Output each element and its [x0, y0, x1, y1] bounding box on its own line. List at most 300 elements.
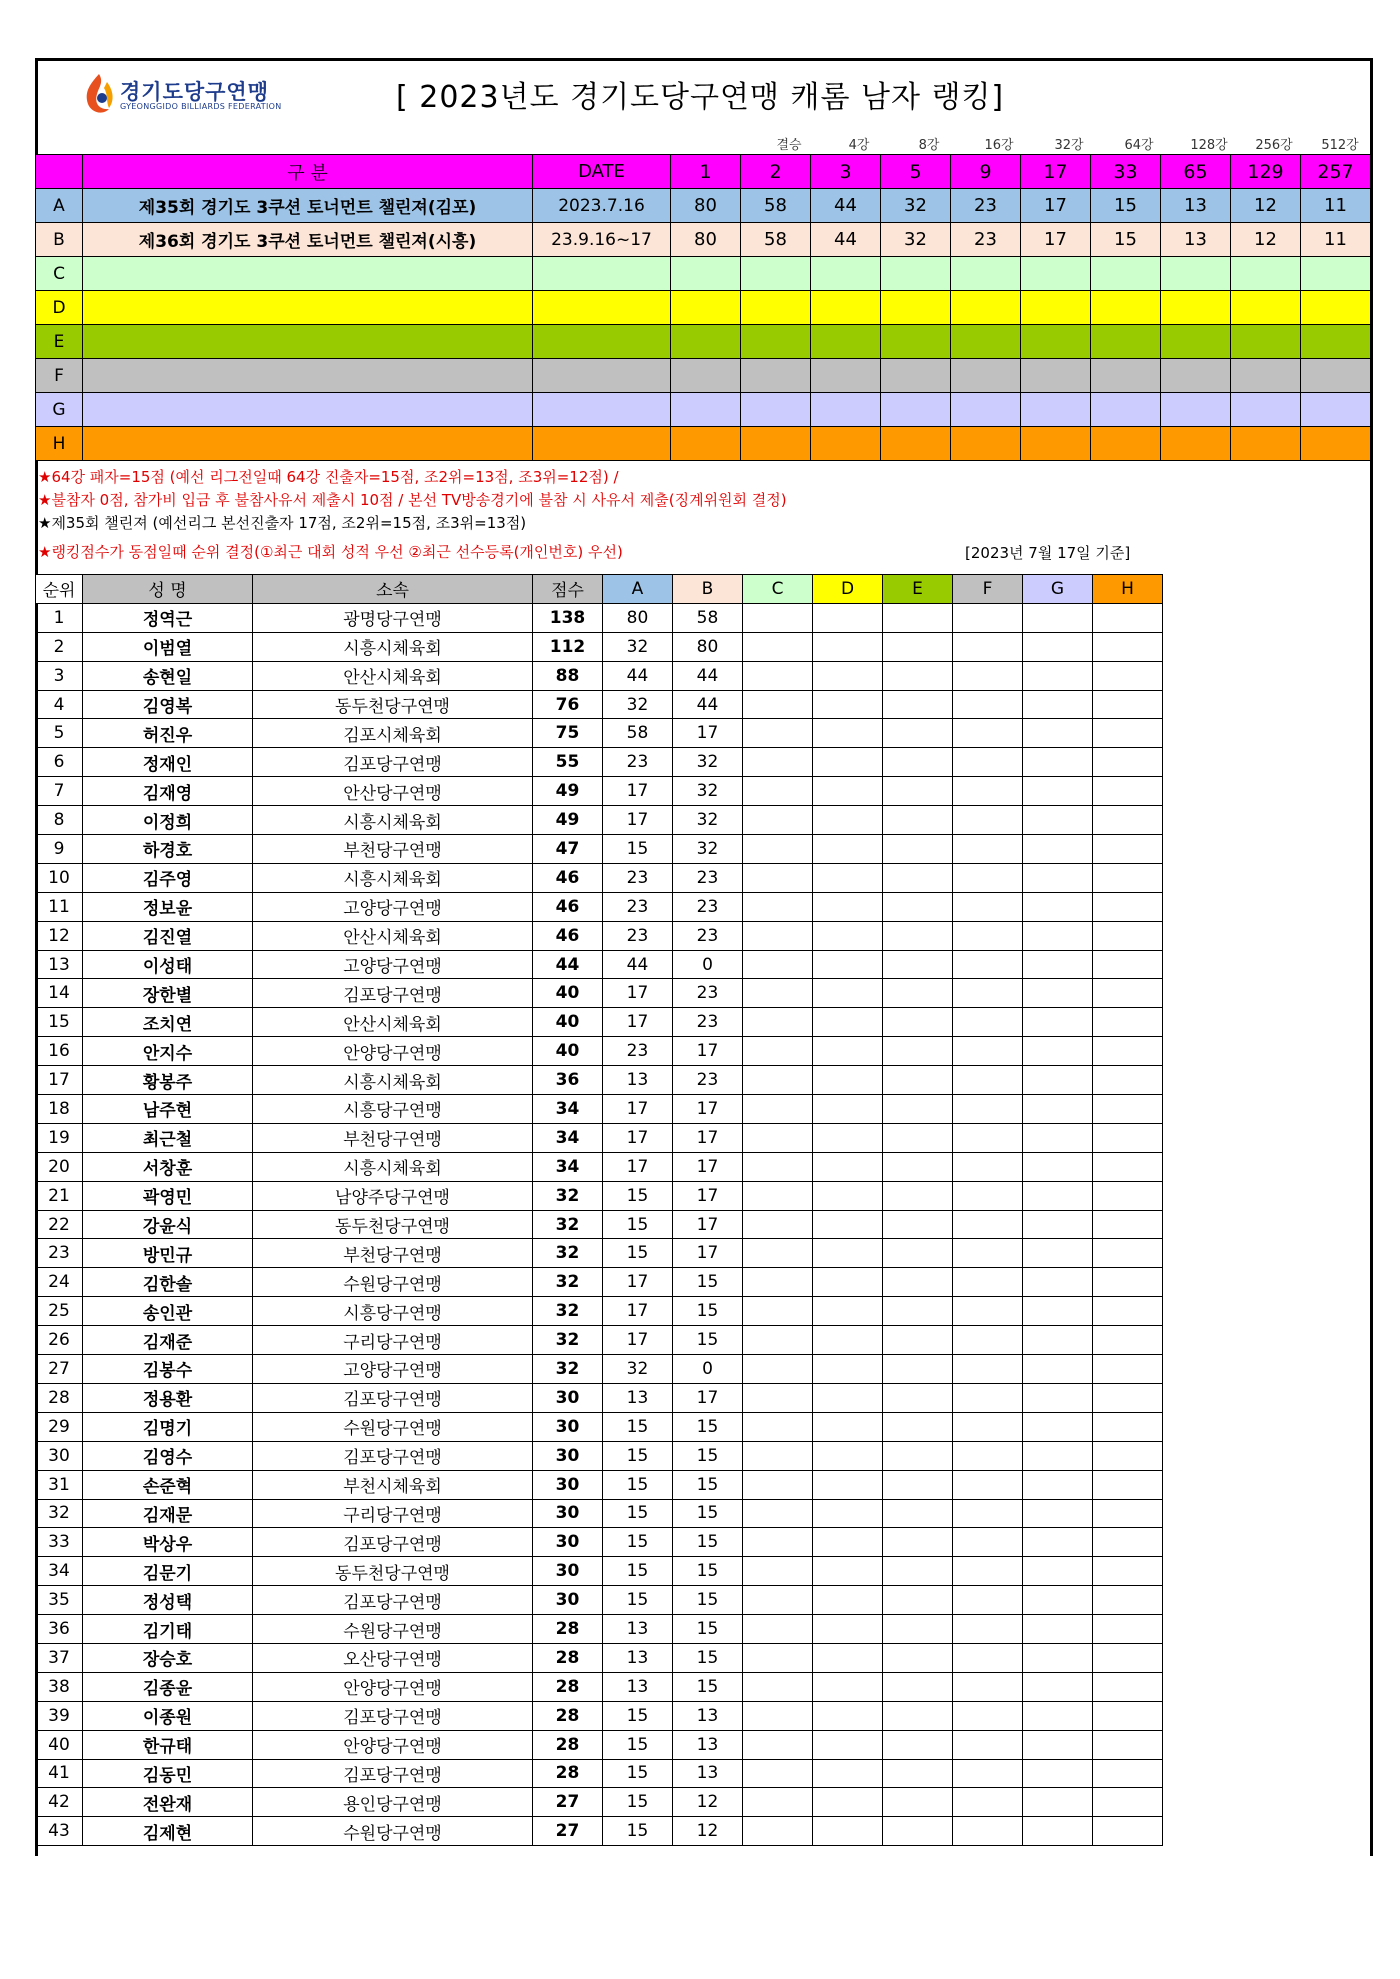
score-h: [1093, 1152, 1163, 1181]
score-f: [953, 1008, 1023, 1037]
score-g: [1023, 1586, 1093, 1615]
score-d: [813, 1239, 883, 1268]
event-points: [811, 393, 881, 427]
player-name: 정용환: [83, 1383, 253, 1412]
score-d: [813, 863, 883, 892]
score-b: 23: [673, 863, 743, 892]
score-e: [883, 921, 953, 950]
player-name: 김재문: [83, 1499, 253, 1528]
player-name: 김봉수: [83, 1355, 253, 1384]
player-name: 한규태: [83, 1730, 253, 1759]
player-name: 장승호: [83, 1643, 253, 1672]
event-name: 제36회 경기도 3쿠션 토너먼트 챌린져(시흥): [83, 223, 533, 257]
player-rank: 5: [36, 719, 83, 748]
score-g: [1023, 1037, 1093, 1066]
col-f: F: [953, 575, 1023, 604]
score-h: [1093, 1297, 1163, 1326]
event-name: 제35회 경기도 3쿠션 토너먼트 챌린져(김포): [83, 189, 533, 223]
score-a: 17: [603, 1123, 673, 1152]
ranking-row: [36, 1412, 1163, 1441]
score-f: [953, 1499, 1023, 1528]
score-d: [813, 1152, 883, 1181]
ranking-table: [35, 574, 1163, 1846]
player-club: 수원당구연맹: [253, 1268, 533, 1297]
player-club: 수원당구연맹: [253, 1412, 533, 1441]
score-c: [743, 1817, 813, 1846]
score-g: [1023, 1817, 1093, 1846]
player-name: 남주현: [83, 1095, 253, 1124]
player-score: 34: [533, 1152, 603, 1181]
header-rank: 9: [951, 155, 1021, 189]
event-points: 12: [1231, 223, 1301, 257]
player-name: 김한솔: [83, 1268, 253, 1297]
reference-date: [2023년 7월 17일 기준]: [965, 544, 1131, 562]
score-d: [813, 690, 883, 719]
score-f: [953, 1181, 1023, 1210]
tournament-table: [35, 154, 1371, 461]
player-rank: 19: [36, 1123, 83, 1152]
row-code: A: [36, 189, 83, 223]
ranking-row: [36, 863, 1163, 892]
ranking-row: [36, 921, 1163, 950]
score-a: 15: [603, 1759, 673, 1788]
player-rank: 2: [36, 632, 83, 661]
score-a: 17: [603, 1297, 673, 1326]
score-e: [883, 748, 953, 777]
score-a: 17: [603, 979, 673, 1008]
score-a: 13: [603, 1066, 673, 1095]
player-club: 안산시체육회: [253, 1008, 533, 1037]
score-g: [1023, 1701, 1093, 1730]
player-score: 32: [533, 1326, 603, 1355]
player-club: 수원당구연맹: [253, 1817, 533, 1846]
score-a: 32: [603, 632, 673, 661]
score-e: [883, 950, 953, 979]
score-f: [953, 979, 1023, 1008]
score-e: [883, 1412, 953, 1441]
player-rank: 40: [36, 1730, 83, 1759]
score-d: [813, 1817, 883, 1846]
page-title: [ 2023년도 경기도당구연맹 캐롬 남자 랭킹]: [396, 80, 1005, 115]
player-name: 최근철: [83, 1123, 253, 1152]
player-club: 용인당구연맹: [253, 1788, 533, 1817]
score-a: 15: [603, 1239, 673, 1268]
score-g: [1023, 892, 1093, 921]
score-h: [1093, 632, 1163, 661]
score-g: [1023, 950, 1093, 979]
score-g: [1023, 1297, 1093, 1326]
note-line: ★불참자 0점, 참가비 입금 후 불참사유서 제출시 10점 / 본선 TV방송경기에 불참 시 사유서 제출(징계위원회 결정): [38, 491, 787, 509]
score-h: [1093, 979, 1163, 1008]
player-club: 김포당구연맹: [253, 979, 533, 1008]
event-points: [881, 359, 951, 393]
score-c: [743, 806, 813, 835]
ranking-row: [36, 1008, 1163, 1037]
event-name: [83, 257, 533, 291]
score-g: [1023, 1412, 1093, 1441]
score-b: 17: [673, 1037, 743, 1066]
score-f: [953, 777, 1023, 806]
score-e: [883, 690, 953, 719]
player-score: 40: [533, 1037, 603, 1066]
score-e: [883, 1759, 953, 1788]
event-points: [1021, 291, 1091, 325]
score-f: [953, 1470, 1023, 1499]
flame-logo-icon: [82, 72, 116, 116]
score-f: [953, 1095, 1023, 1124]
event-points: 32: [881, 223, 951, 257]
score-a: 23: [603, 748, 673, 777]
score-h: [1093, 1210, 1163, 1239]
score-f: [953, 1037, 1023, 1066]
score-e: [883, 1355, 953, 1384]
score-f: [953, 1528, 1023, 1557]
player-rank: 15: [36, 1008, 83, 1037]
score-h: [1093, 748, 1163, 777]
header-rank: 17: [1021, 155, 1091, 189]
score-b: 17: [673, 719, 743, 748]
player-rank: 33: [36, 1528, 83, 1557]
score-g: [1023, 1557, 1093, 1586]
event-name: [83, 359, 533, 393]
player-club: 시흥시체육회: [253, 806, 533, 835]
score-e: [883, 1152, 953, 1181]
event-points: [1301, 393, 1371, 427]
score-e: [883, 1615, 953, 1644]
event-points: [951, 325, 1021, 359]
score-d: [813, 835, 883, 864]
round-label: 결승: [776, 138, 802, 153]
event-points: 17: [1021, 223, 1091, 257]
score-b: 32: [673, 777, 743, 806]
player-name: 서창훈: [83, 1152, 253, 1181]
event-points: [811, 359, 881, 393]
score-a: 23: [603, 921, 673, 950]
ranking-row: [36, 1095, 1163, 1124]
ranking-row: [36, 806, 1163, 835]
score-c: [743, 1326, 813, 1355]
score-e: [883, 1817, 953, 1846]
score-b: 15: [673, 1470, 743, 1499]
ranking-row: [36, 1730, 1163, 1759]
score-c: [743, 979, 813, 1008]
player-rank: 36: [36, 1615, 83, 1644]
score-b: 15: [673, 1412, 743, 1441]
player-club: 김포당구연맹: [253, 1383, 533, 1412]
score-f: [953, 1152, 1023, 1181]
score-c: [743, 1095, 813, 1124]
score-e: [883, 1499, 953, 1528]
round-label: 512강: [1321, 138, 1359, 153]
event-points: 13: [1161, 189, 1231, 223]
score-h: [1093, 1759, 1163, 1788]
ranking-row: [36, 979, 1163, 1008]
player-club: 김포시체육회: [253, 719, 533, 748]
score-d: [813, 1355, 883, 1384]
event-points: [741, 393, 811, 427]
ranking-row: [36, 1210, 1163, 1239]
score-c: [743, 1701, 813, 1730]
score-b: 15: [673, 1499, 743, 1528]
player-name: 김종윤: [83, 1672, 253, 1701]
player-name: 박상우: [83, 1528, 253, 1557]
player-rank: 42: [36, 1788, 83, 1817]
player-name: 이정희: [83, 806, 253, 835]
ranking-row: [36, 632, 1163, 661]
event-points: [1021, 359, 1091, 393]
header-rank: 5: [881, 155, 951, 189]
ranking-row: [36, 748, 1163, 777]
event-points: [811, 291, 881, 325]
player-rank: 37: [36, 1643, 83, 1672]
score-g: [1023, 1730, 1093, 1759]
event-points: [1161, 257, 1231, 291]
event-points: [671, 257, 741, 291]
score-a: 17: [603, 806, 673, 835]
score-a: 15: [603, 1586, 673, 1615]
score-g: [1023, 1759, 1093, 1788]
player-club: 김포당구연맹: [253, 1441, 533, 1470]
player-club: 부천당구연맹: [253, 1239, 533, 1268]
score-c: [743, 1268, 813, 1297]
player-rank: 22: [36, 1210, 83, 1239]
score-f: [953, 1210, 1023, 1239]
event-points: [671, 291, 741, 325]
player-rank: 31: [36, 1470, 83, 1499]
player-rank: 3: [36, 661, 83, 690]
score-e: [883, 1701, 953, 1730]
player-name: 방민규: [83, 1239, 253, 1268]
score-b: 0: [673, 1355, 743, 1384]
player-score: 30: [533, 1441, 603, 1470]
player-rank: 35: [36, 1586, 83, 1615]
score-g: [1023, 1643, 1093, 1672]
score-a: 15: [603, 1788, 673, 1817]
event-points: [1021, 325, 1091, 359]
score-f: [953, 632, 1023, 661]
event-date: 23.9.16~17: [533, 223, 671, 257]
player-club: 구리당구연맹: [253, 1326, 533, 1355]
event-points: [1231, 325, 1301, 359]
player-rank: 25: [36, 1297, 83, 1326]
event-points: [1301, 359, 1371, 393]
score-d: [813, 1383, 883, 1412]
event-date: [533, 393, 671, 427]
score-h: [1093, 603, 1163, 632]
event-points: [1161, 393, 1231, 427]
player-rank: 8: [36, 806, 83, 835]
score-b: 15: [673, 1615, 743, 1644]
score-d: [813, 1066, 883, 1095]
col-score: 점수: [533, 575, 603, 604]
ranking-row: [36, 1297, 1163, 1326]
player-name: 안지수: [83, 1037, 253, 1066]
score-d: [813, 921, 883, 950]
score-g: [1023, 1615, 1093, 1644]
ranking-row: [36, 1355, 1163, 1384]
event-points: [811, 427, 881, 461]
event-date: [533, 257, 671, 291]
score-d: [813, 1123, 883, 1152]
score-c: [743, 1008, 813, 1037]
player-club: 안산시체육회: [253, 661, 533, 690]
score-a: 32: [603, 1355, 673, 1384]
header-rank: 257: [1301, 155, 1371, 189]
score-h: [1093, 1008, 1163, 1037]
player-rank: 34: [36, 1557, 83, 1586]
score-c: [743, 661, 813, 690]
player-club: 김포당구연맹: [253, 748, 533, 777]
col-c: C: [743, 575, 813, 604]
event-points: [1231, 291, 1301, 325]
row-code: G: [36, 393, 83, 427]
header-rank: 1: [671, 155, 741, 189]
player-name: 정보윤: [83, 892, 253, 921]
score-a: 17: [603, 1095, 673, 1124]
score-h: [1093, 1355, 1163, 1384]
score-f: [953, 603, 1023, 632]
player-name: 정성택: [83, 1586, 253, 1615]
player-club: 고양당구연맹: [253, 892, 533, 921]
tournament-row: [36, 393, 1371, 427]
score-h: [1093, 806, 1163, 835]
col-a: A: [603, 575, 673, 604]
score-b: 17: [673, 1123, 743, 1152]
score-b: 13: [673, 1759, 743, 1788]
score-g: [1023, 1788, 1093, 1817]
score-d: [813, 1586, 883, 1615]
score-c: [743, 1412, 813, 1441]
score-a: 15: [603, 1730, 673, 1759]
score-b: 23: [673, 1008, 743, 1037]
tournament-rows: [36, 189, 1371, 461]
event-points: 13: [1161, 223, 1231, 257]
event-points: 58: [741, 189, 811, 223]
player-score: 28: [533, 1730, 603, 1759]
player-rank: 10: [36, 863, 83, 892]
tournament-row: [36, 189, 1371, 223]
event-date: [533, 427, 671, 461]
event-date: [533, 359, 671, 393]
event-points: [811, 325, 881, 359]
player-name: 김재영: [83, 777, 253, 806]
score-b: 15: [673, 1297, 743, 1326]
tournament-row: [36, 223, 1371, 257]
score-a: 13: [603, 1643, 673, 1672]
event-points: [1231, 257, 1301, 291]
score-f: [953, 1759, 1023, 1788]
score-g: [1023, 1528, 1093, 1557]
player-score: 32: [533, 1181, 603, 1210]
logo-subtext: GYEONGGIDO BILLIARDS FEDERATION: [120, 102, 282, 111]
score-h: [1093, 1672, 1163, 1701]
score-h: [1093, 1181, 1163, 1210]
player-rank: 41: [36, 1759, 83, 1788]
score-b: 23: [673, 979, 743, 1008]
score-b: 17: [673, 1239, 743, 1268]
player-name: 송인관: [83, 1297, 253, 1326]
score-h: [1093, 690, 1163, 719]
score-h: [1093, 777, 1163, 806]
col-e: E: [883, 575, 953, 604]
score-c: [743, 690, 813, 719]
round-label: 8강: [918, 138, 940, 153]
score-e: [883, 1066, 953, 1095]
score-d: [813, 806, 883, 835]
player-score: 49: [533, 777, 603, 806]
score-a: 23: [603, 863, 673, 892]
ranking-row: [36, 1528, 1163, 1557]
player-club: 안양당구연맹: [253, 1037, 533, 1066]
score-h: [1093, 661, 1163, 690]
player-score: 49: [533, 806, 603, 835]
score-a: 23: [603, 892, 673, 921]
score-e: [883, 1008, 953, 1037]
score-e: [883, 835, 953, 864]
ranking-row: [36, 1788, 1163, 1817]
score-d: [813, 979, 883, 1008]
score-f: [953, 1297, 1023, 1326]
player-club: 시흥시체육회: [253, 632, 533, 661]
player-score: 138: [533, 603, 603, 632]
score-f: [953, 1643, 1023, 1672]
event-points: [1021, 427, 1091, 461]
player-name: 장한별: [83, 979, 253, 1008]
score-a: 44: [603, 950, 673, 979]
score-d: [813, 1470, 883, 1499]
event-points: [1091, 393, 1161, 427]
player-club: 안산시체육회: [253, 921, 533, 950]
score-h: [1093, 1615, 1163, 1644]
score-c: [743, 1441, 813, 1470]
event-points: [1231, 393, 1301, 427]
event-points: 15: [1091, 223, 1161, 257]
score-d: [813, 1730, 883, 1759]
score-e: [883, 719, 953, 748]
ranking-row: [36, 950, 1163, 979]
tournament-row: [36, 427, 1371, 461]
player-club: 김포당구연맹: [253, 1759, 533, 1788]
score-h: [1093, 1412, 1163, 1441]
score-c: [743, 1557, 813, 1586]
event-points: [951, 257, 1021, 291]
event-points: 12: [1231, 189, 1301, 223]
ranking-row: [36, 661, 1163, 690]
score-g: [1023, 1499, 1093, 1528]
ranking-row: [36, 1759, 1163, 1788]
score-e: [883, 1268, 953, 1297]
score-b: 15: [673, 1586, 743, 1615]
event-points: 23: [951, 189, 1021, 223]
score-g: [1023, 1383, 1093, 1412]
score-g: [1023, 1441, 1093, 1470]
ranking-row: [36, 777, 1163, 806]
score-e: [883, 1643, 953, 1672]
round-label: 256강: [1255, 138, 1293, 153]
score-d: [813, 1672, 883, 1701]
score-e: [883, 661, 953, 690]
score-a: 13: [603, 1383, 673, 1412]
score-c: [743, 1210, 813, 1239]
player-score: 40: [533, 1008, 603, 1037]
score-f: [953, 1066, 1023, 1095]
score-b: 17: [673, 1181, 743, 1210]
player-club: 오산당구연맹: [253, 1643, 533, 1672]
event-points: 80: [671, 189, 741, 223]
event-points: [1161, 325, 1231, 359]
score-d: [813, 1095, 883, 1124]
score-h: [1093, 1066, 1163, 1095]
